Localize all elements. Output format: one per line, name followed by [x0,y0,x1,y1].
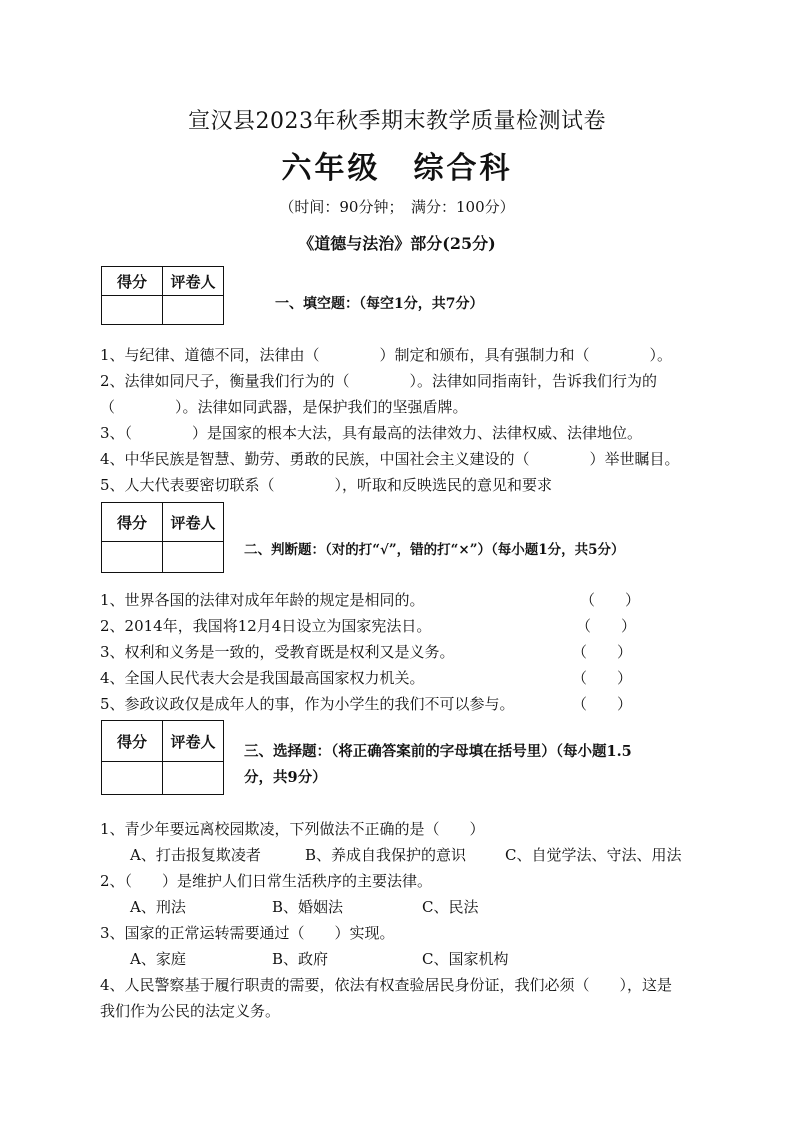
option-b[interactable]: B、婚姻法 [272,898,344,916]
option-c[interactable]: C、民法 [422,898,479,916]
option-a[interactable]: A、打击报复欺凌者 [130,846,261,864]
option-c[interactable]: C、国家机构 [422,950,509,968]
choice-q2: 2、（ ）是维护人们日常生活秩序的主要法律。 [100,872,433,890]
judge-item-3: 3、权利和义务是一致的，受教育既是权利又是义务。 [100,643,455,661]
score-label: 得分 [102,267,163,296]
answer-paren[interactable]: （ ） [572,669,633,687]
option-a[interactable]: A、家庭 [130,950,186,968]
choice-q3: 3、国家的正常运转需要通过（ ）实现。 [100,924,395,942]
judge-item-1: 1、世界各国的法律对成年年龄的规定是相同的。 [100,591,425,609]
fill-line-4: 3、（ ）是国家的根本大法，具有最高的法律效力、法律权威、法律地位。 [100,424,643,442]
answer-paren[interactable]: （ ） [576,617,637,635]
choice-q2-options [130,896,478,917]
exam-subtitle: 六年级 综合科 [281,151,513,186]
grader-label: 评卷人 [163,503,224,542]
fill-line-6: 5、人大代表要密切联系（ ），听取和反映选民的意见和要求 [100,476,553,494]
section3-title-line2: 分，共9分） [244,769,327,786]
score-box-1 [101,266,224,325]
option-b[interactable]: B、养成自我保护的意识 [305,846,467,864]
choice-q1: 1、青少年要远离校园欺凌，下列做法不正确的是（ ） [100,820,485,838]
part-title: 《道德与法治》部分(25分) [298,234,496,253]
answer-paren[interactable]: （ ） [572,695,633,713]
choice-q4-line2: 我们作为公民的法定义务。 [100,1002,281,1020]
choice-q3-options [130,948,508,969]
answer-paren[interactable]: （ ） [572,643,633,661]
option-b[interactable]: B、政府 [272,950,329,968]
grader-label: 评卷人 [163,721,224,762]
section3-title-line1: 三、选择题：（将正确答案前的字母填在括号里）（每小题1.5 [244,743,632,760]
grader-cell[interactable] [163,542,224,573]
grader-cell[interactable] [163,762,224,795]
option-a[interactable]: A、刑法 [130,898,186,916]
score-box-2 [101,502,224,573]
section2-title: 二、判断题：（对的打“√”，错的打“×”）（每小题1分，共5分） [244,542,625,558]
time-info: （时间：90分钟； 满分：100分） [279,198,515,216]
fill-line-2: 2、法律如同尺子，衡量我们行为的（ ）。法律如同指南针，告诉我们行为的 [100,372,658,390]
fill-line-3: （ ）。法律如同武器，是保护我们的坚强盾牌。 [100,398,468,416]
score-cell[interactable] [102,762,163,795]
judge-item-4: 4、全国人民代表大会是我国最高国家权力机关。 [100,669,425,687]
answer-paren[interactable]: （ ） [580,591,641,609]
choice-q1-options [130,844,681,865]
score-cell[interactable] [102,296,163,325]
fill-line-1: 1、与纪律、道德不同，法律由（ ）制定和颁布，具有强制力和（ ）。 [100,346,673,364]
option-c[interactable]: C、自觉学法、守法、用法 [505,846,682,864]
choice-q4-line1: 4、人民警察基于履行职责的需要，依法有权查验居民身份证，我们必须（ ），这是 [100,976,673,994]
score-label: 得分 [102,721,163,762]
grader-cell[interactable] [163,296,224,325]
score-cell[interactable] [102,542,163,573]
grader-label: 评卷人 [163,267,224,296]
score-label: 得分 [102,503,163,542]
judge-item-2: 2、2014年，我国将12月4日设立为国家宪法日。 [100,617,432,635]
score-box-3 [101,720,224,795]
fill-line-5: 4、中华民族是智慧、勤劳、勇敢的民族，中国社会主义建设的（ ）举世瞩目。 [100,450,680,468]
section1-title: 一、填空题：（每空1分，共7分） [275,296,484,312]
judge-item-5: 5、参政议政仅是成年人的事，作为小学生的我们不可以参与。 [100,695,515,713]
exam-title: 宣汉县2023年秋季期末教学质量检测试卷 [188,109,606,134]
